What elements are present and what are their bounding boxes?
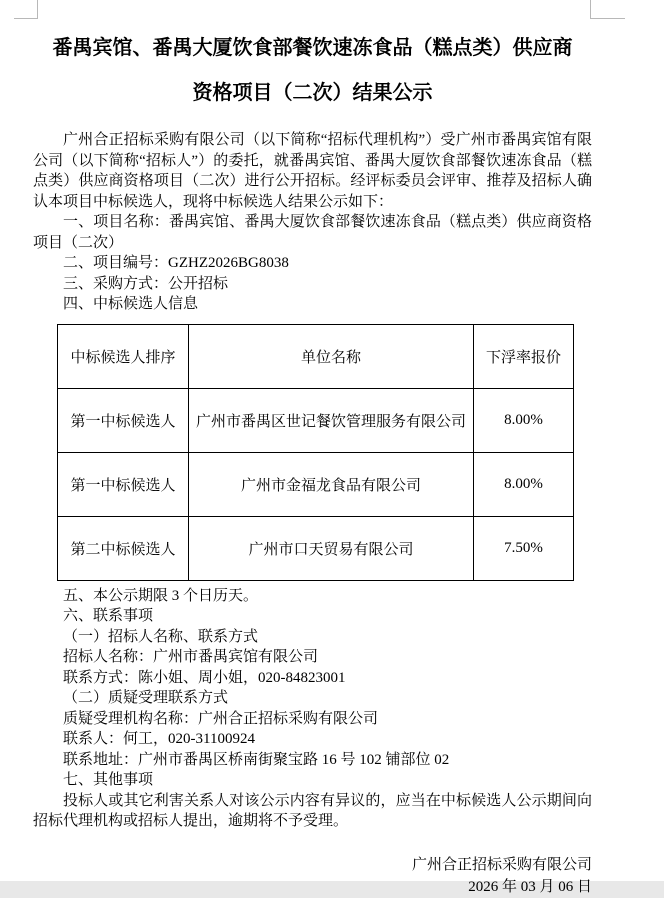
cell-rate: 7.50%: [474, 516, 574, 580]
review-contact: 联系人：何工，020-31100924: [63, 731, 255, 747]
review-address: 联系地址：广州市番禺区桥南街聚宝路 16 号 102 铺部位 02: [63, 751, 450, 768]
item-publicity-period: 五、本公示期限 3 个日历天。: [63, 587, 259, 604]
cell-company: 广州市金福龙食品有限公司: [189, 452, 474, 516]
item-candidate-info: 四、中标候选人信息: [63, 296, 199, 312]
item-project-number: 二、项目编号：GZHZ2026BG8038: [63, 255, 289, 271]
table-row: [58, 388, 574, 452]
page-title-line2: 资格项目（二次）结果公示: [192, 82, 433, 104]
cell-company: 广州市番禺区世记餐饮管理服务有限公司: [189, 388, 474, 452]
tenderer-contact: 联系方式：陈小姐、周小姐，020-84823001: [63, 669, 346, 686]
cell-rate: 8.00%: [474, 452, 574, 516]
item-procure-method: 三、采购方式：公开招标: [63, 275, 229, 292]
text-boundary-mark-top-right: [590, 0, 625, 19]
table-header-row: [58, 324, 574, 388]
signature-company: 广州合正招标采购有限公司: [411, 856, 592, 873]
cell-rank: 第一中标候选人: [58, 388, 189, 452]
header-rate: 下浮率报价: [474, 324, 574, 388]
signature-block: [33, 854, 592, 898]
table-row: [58, 516, 574, 580]
candidate-table: [57, 324, 574, 581]
cell-rank: 第二中标候选人: [58, 516, 189, 580]
objection-paragraph: 投标人或其它利害关系人对该公示内容有异议的，应当在中标候选人公示期间向招标代理机构或招标人提出，逾期将不予受理。: [33, 792, 592, 829]
cell-rank: 第一中标候选人: [58, 452, 189, 516]
header-company: 单位名称: [189, 324, 474, 388]
signature-date: 2026 年 03 月 06 日: [468, 878, 592, 895]
sub-tenderer-contact-heading: （一）招标人名称、联系方式: [63, 628, 259, 645]
table-row: [58, 452, 574, 516]
item-other-matters: 七、其他事项: [63, 772, 154, 788]
cell-company: 广州市口天贸易有限公司: [189, 516, 474, 580]
page-title-line1: 番禺宾馆、番禺大厦饮食部餐饮速冻食品（糕点类）供应商: [52, 37, 573, 59]
sub-review-contact-heading: （二）质疑受理联系方式: [63, 690, 229, 706]
header-rank: 中标候选人排序: [58, 324, 189, 388]
review-org-name: 质疑受理机构名称：广州合正招标采购有限公司: [63, 710, 379, 727]
item-project-name: 一、项目名称：番禺宾馆、番禺大厦饮食部餐饮速冻食品（糕点类）供应商资格项目（二次）: [33, 214, 592, 251]
tenderer-name: 招标人名称：广州市番禺宾馆有限公司: [63, 649, 319, 665]
cell-rate: 8.00%: [474, 388, 574, 452]
text-boundary-mark-top-left: [14, 0, 38, 19]
item-contact-matters: 六、联系事项: [63, 608, 154, 624]
page-title: [33, 26, 592, 116]
intro-paragraph: 广州合正招标采购有限公司（以下简称“招标代理机构”）受广州市番禺宾馆有限公司（以下简称“招标人”）的委托，就番禺宾馆、番禺大厦饮食部餐饮速冻食品（糕点类）供应商资格项目（二次）进行公开招标。经评标委员会评审、推荐及招标人确认本项目中标候选人，现将中标候选人结果公示如下：: [33, 132, 592, 210]
